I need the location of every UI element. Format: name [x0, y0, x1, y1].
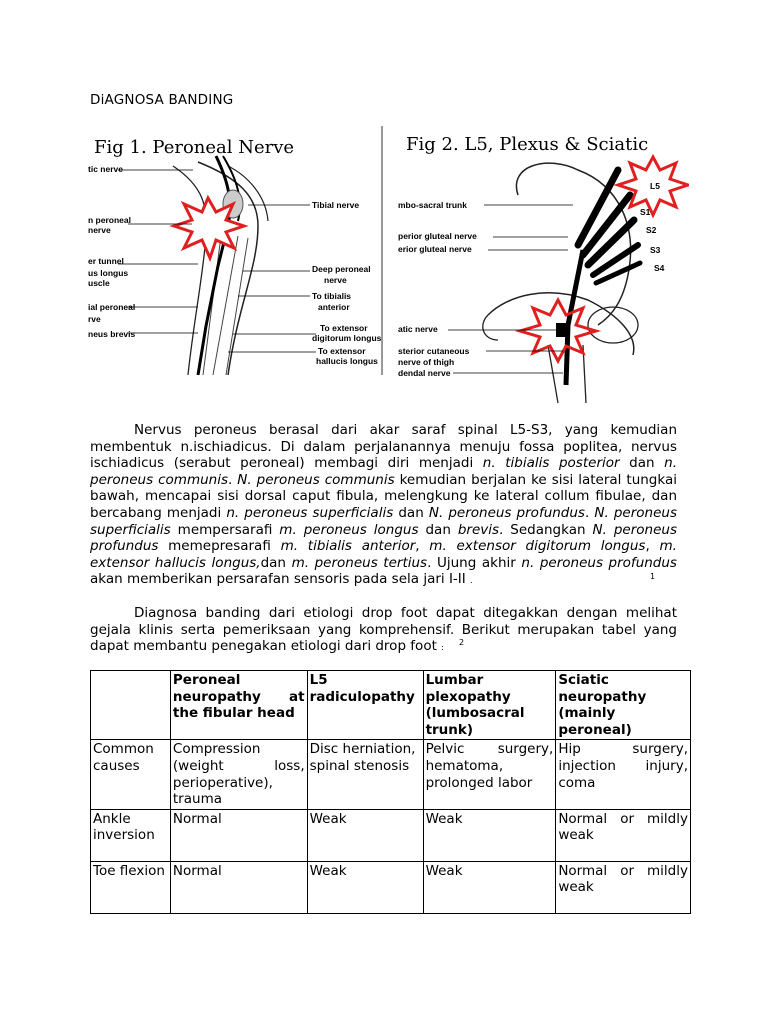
- fig2-label: S2: [646, 225, 657, 235]
- table-cell: Disc herniation, spinal stenosis: [307, 740, 423, 809]
- fig1-label: hallucis longus: [316, 356, 378, 366]
- fig2-label: S3: [650, 245, 661, 255]
- fig2-title: Fig 2. L5, Plexus & Sciatic: [406, 134, 649, 155]
- fig2-label: dendal nerve: [398, 368, 451, 378]
- table-row: [91, 809, 691, 861]
- fig1-label: Tibial nerve: [312, 200, 360, 210]
- differential-table: [90, 670, 691, 914]
- table-cell: Weak: [423, 861, 556, 913]
- table-header-cell: [91, 671, 171, 740]
- fig1-title: Fig 1. Peroneal Nerve: [94, 137, 295, 158]
- section-heading: DiAGNOSA BANDING: [90, 92, 234, 108]
- fig1-label: neus brevis: [88, 329, 136, 339]
- fig1-label: To tibialis: [312, 291, 352, 301]
- table-cell: Weak: [307, 809, 423, 861]
- fig1-label: digitorum longus: [312, 333, 381, 343]
- fig1-label: er tunnel: [88, 256, 124, 266]
- fig2-label: perior gluteal nerve: [398, 231, 477, 241]
- table-cell: Pelvic surgery, hematoma, prolonged labor: [423, 740, 556, 809]
- fig1-label: rve: [88, 314, 101, 324]
- table-header-cell: Sciatic neuropathy (mainly peroneal): [556, 671, 691, 740]
- fig2-label: mbo-sacral trunk: [398, 200, 467, 210]
- fig1-label: tic nerve: [88, 164, 123, 174]
- figure-l5-plexus-sciatic: [398, 125, 689, 403]
- footnote-ref-2[interactable]: 2: [459, 638, 465, 647]
- table-cell: Common causes: [91, 740, 171, 809]
- fig2-label: erior gluteal nerve: [398, 244, 472, 254]
- fig1-label: Deep peroneal: [312, 264, 371, 274]
- peroneal-nerve-illustration: [88, 126, 381, 375]
- table-header-cell: Peroneal neuropathy at the fibular head: [170, 671, 307, 740]
- table-row: [91, 740, 691, 809]
- plexus-sciatic-illustration: [398, 125, 689, 403]
- footnote-ref-1[interactable]: 1: [650, 572, 656, 581]
- footnote-dot: .: [470, 576, 473, 586]
- fig2-label: L5: [650, 181, 660, 191]
- table-row: [91, 861, 691, 913]
- table-cell: Normal or mildly weak: [556, 809, 691, 861]
- paragraph-differential-diagnosis: Diagnosa banding dari etiologi drop foot dapat ditegakkan dengan melihat gejala klinis serta pemeriksaan yang komprehensif. Berikut merupakan tabel yang dapat membantu penegakan etiologi dari drop foot :: [90, 605, 677, 655]
- footnote-colon: :: [441, 643, 444, 653]
- fig2-label: atic nerve: [398, 324, 438, 334]
- fig1-label: To extensor: [318, 346, 366, 356]
- fig2-label: S4: [654, 263, 665, 273]
- figure-peroneal-nerve: [88, 126, 383, 375]
- fig1-label: nerve: [88, 225, 111, 235]
- table-header-cell: L5 radiculopathy: [307, 671, 423, 740]
- table-cell: Normal or mildly weak: [556, 861, 691, 913]
- table-cell: Weak: [307, 861, 423, 913]
- fig2-label: nerve of thigh: [398, 357, 455, 367]
- table-cell: Normal: [170, 861, 307, 913]
- fig2-label: S1: [640, 207, 651, 217]
- fig2-label: sterior cutaneous: [398, 346, 470, 356]
- table-cell: Weak: [423, 809, 556, 861]
- fig1-label: anterior: [318, 302, 350, 312]
- fig1-label: n peroneal: [88, 215, 131, 225]
- table-cell: Normal: [170, 809, 307, 861]
- fig1-label: us longus: [88, 268, 129, 278]
- fig1-label: To extensor: [320, 323, 368, 333]
- paragraph-peroneal-anatomy: Nervus peroneus berasal dari akar saraf spinal L5-S3, yang kemudian membentuk n.ischiadicus. Di dalam perjalanannya menuju fossa poplitea, nervus ischiadicus (serabut peroneal) membagi diri menjadi n. tibialis posterior dan n. peroneus communis. N. peroneus communis kemudian berjalan ke sisi lateral tungkai bawah, mencapai sisi dorsal caput fibula, melengkung ke lateral collum fibulae, dan bercabang menjadi n. peroneus superficialis dan N. peroneus profundus. N. peroneus superficialis mempersarafi m. peroneus longus dan brevis. Sedangkan N. peroneus profundus memepresarafi m. tibialis anterior, m. extensor digitorum longus, m. extensor hallucis longus,dan m. peroneus tertius. Ujung akhir n. peroneus profundus akan memberikan persarafan sensoris pada sela jari I-II .: [90, 422, 677, 588]
- table-cell: Compression (weight loss, perioperative), trauma: [170, 740, 307, 809]
- table-header-cell: Lumbar plexopathy (lumbosacral trunk): [423, 671, 556, 740]
- fig1-label: uscle: [88, 278, 110, 288]
- table-cell: Toe flexion: [91, 861, 171, 913]
- fig1-label: nerve: [324, 275, 347, 285]
- table-header-row: [91, 671, 691, 740]
- fig1-label: ial peroneal: [88, 302, 136, 312]
- table-cell: Hip surgery, injection injury, coma: [556, 740, 691, 809]
- table-cell: Ankle inversion: [91, 809, 171, 861]
